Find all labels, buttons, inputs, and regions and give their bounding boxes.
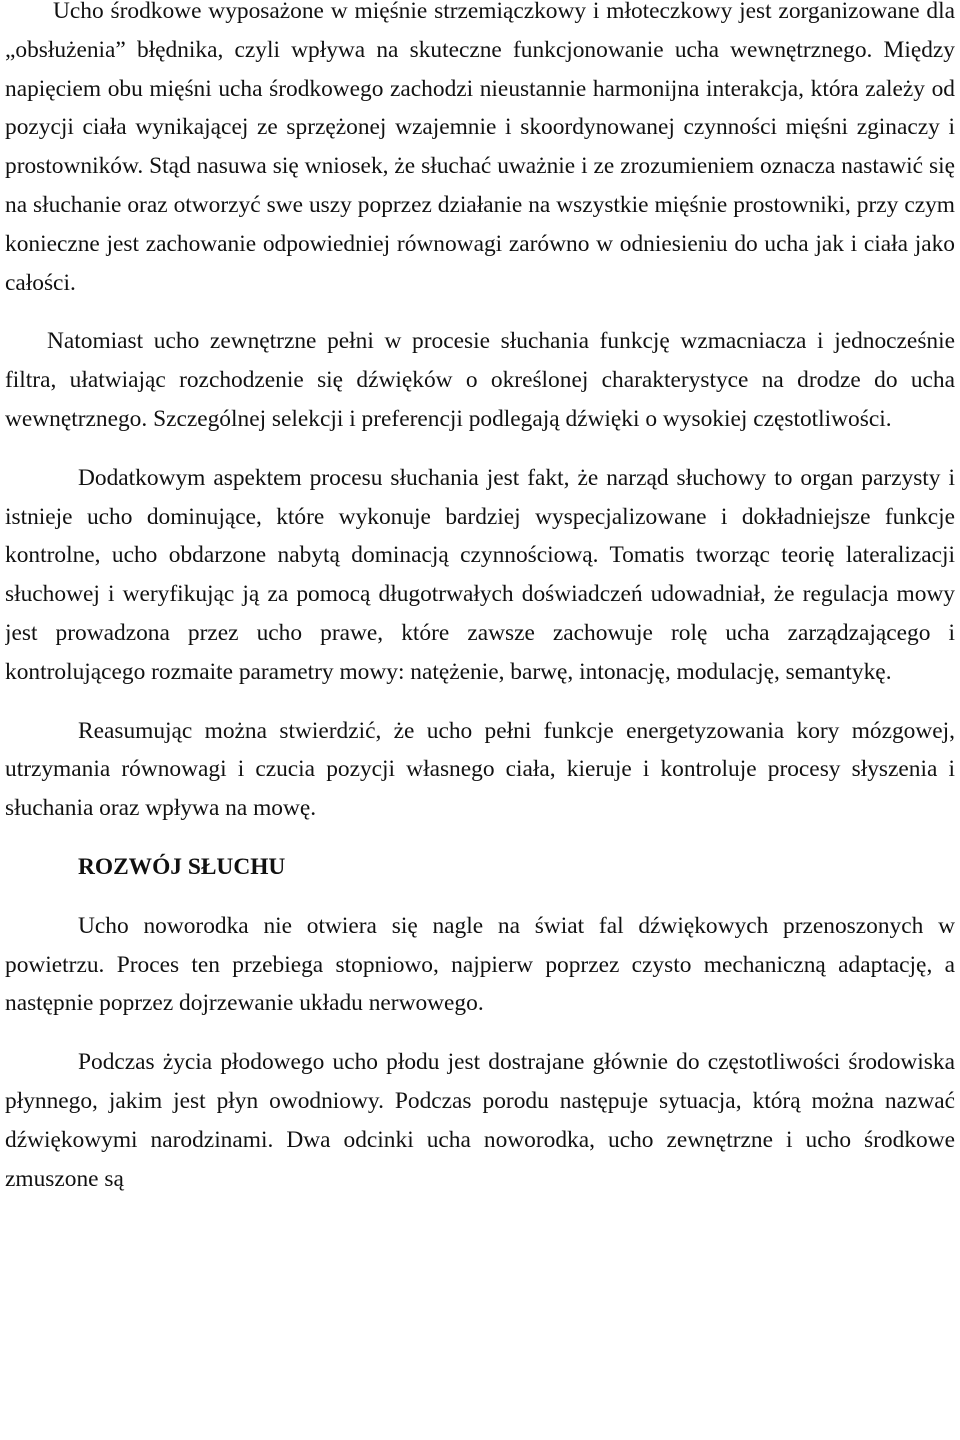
paragraph-fetal-life: Podczas życia płodowego ucho płodu jest dostrajane głównie do częstotliwości środowiska płynnego, jakim jest płyn owodniowy. Podczas porodu następuje sytuacja, którą można nazwać dźwiękowymi narodzinami. Dwa odcinki ucha noworodka, ucho zewnętrzne i ucho środkowe zmuszone są (5, 1049, 955, 1192)
paragraph-gap (5, 887, 955, 907)
document-page (5, 0, 955, 1440)
paragraph-gap (5, 692, 955, 712)
paragraph-dominant-ear: Dodatkowym aspektem procesu słuchania jest fakt, że narząd słuchowy to organ parzysty i istnieje ucho dominujące, które wykonuje bardziej wyspecjalizowane i dokładniejsze funkcje kontrolne, ucho obdarzone nabytą dominacją czynnościową. Tomatis tworząc teorię lateralizacji słuchowej i weryfikując ją za pomocą długotrwałych doświadczeń udowadniał, że regulacja mowy jest prowadzona przez ucho prawe, które zawsze zachowuje rolę ucha zarządzającego i kontrolującego rozmaite parametry mowy: natężenie, barwę, intonację, modulację, semantykę. (5, 464, 955, 685)
section-heading: ROZWÓJ SŁUCHU (78, 853, 286, 880)
paragraph-outer-ear: Natomiast ucho zewnętrzne pełni w procesie słuchania funkcję wzmacniacza i jednocześnie filtra, ułatwiając rozchodzenie się dźwięków o określonej charakterystyce na drodze do ucha wewnętrznego. Szczególnej selekcji i preferencji podlegają dźwięki o wysokiej częstotliwości. (5, 328, 955, 432)
paragraph-gap (5, 302, 955, 322)
paragraph-newborn-ear: Ucho noworodka nie otwiera się nagle na świat fal dźwiękowych przenoszonych w powietrzu. Proces ten przebiega stopniowo, najpierw poprzez czysto mechaniczną adaptację, a następnie poprzez dojrzewanie układu nerwowego. (5, 912, 955, 1017)
paragraph-gap (5, 828, 955, 848)
paragraph-gap (5, 1023, 955, 1043)
paragraph-middle-ear: Ucho środkowe wyposażone w mięśnie strzemiączkowy i młoteczkowy jest zorganizowane dla „obsłużenia” błędnika, czyli wpływa na skuteczne funkcjonowanie ucha wewnętrznego. Między napięciem obu mięśni ucha środkowego zachodzi nieustannie harmonijna interakcja, która zależy od pozycji ciała wynikającej ze sprzężonej wzajemnie i skoordynowanej czynności mięśni zginaczy i prostowników. Stąd nasuwa się wniosek, że słuchać uważnie i ze zrozumieniem oznacza nastawić się na słuchanie oraz otworzyć swe uszy poprzez działanie na wszystkie mięśnie prostowniki, przy czym konieczne jest zachowanie odpowiedniej równowagi zarówno w odniesieniu do ucha jak i ciała jako całości. (5, 0, 955, 296)
paragraph-gap (5, 439, 955, 459)
paragraph-summary: Reasumując można stwierdzić, że ucho pełni funkcje energetyzowania kory mózgowej, utrzymania równowagi i czucia pozycji własnego ciała, kieruje i kontroluje procesy słyszenia i słuchania oraz wpływa na mowę. (5, 717, 955, 822)
